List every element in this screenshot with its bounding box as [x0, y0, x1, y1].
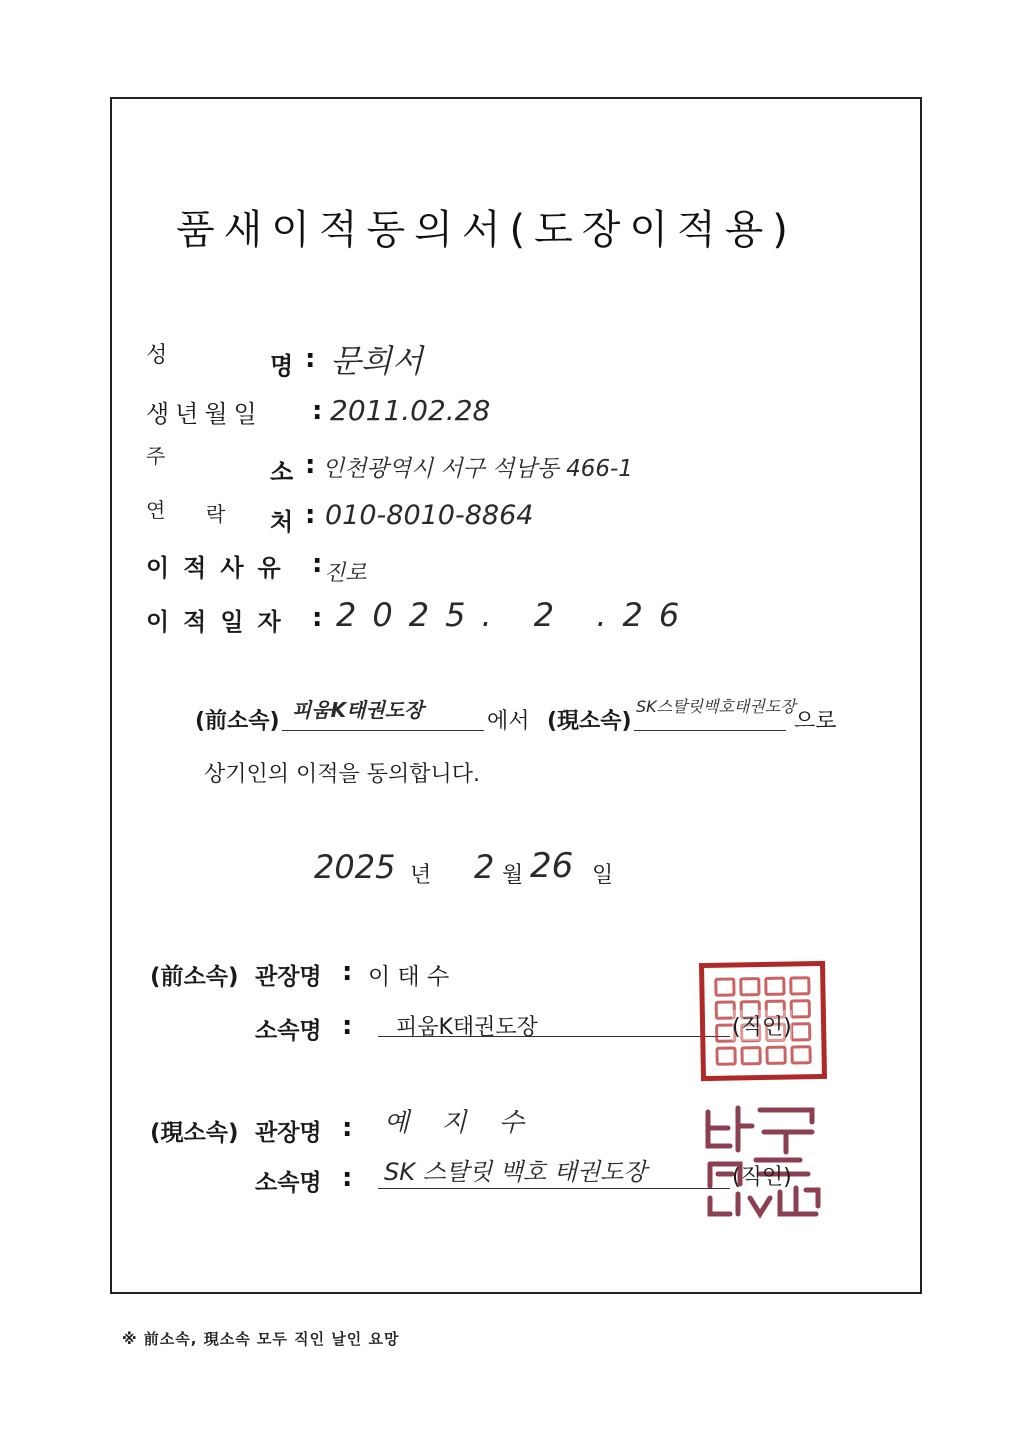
prev-affil-label: 소속명 — [255, 1018, 322, 1044]
name-label-second-char: 명 — [270, 352, 294, 380]
curr-affil-colon: : — [342, 1163, 353, 1193]
prev-affil-colon: : — [342, 1011, 353, 1041]
reason-value: 진로 — [324, 561, 367, 586]
signed-day-unit: 일 — [592, 863, 614, 888]
birth-label: 생년월일 — [146, 400, 263, 428]
consent-from-text: 에서 — [487, 709, 530, 734]
footnote: ※ 前소속, 現소속 모두 직인 날인 요망 — [122, 1330, 400, 1348]
signed-year: 2025 — [314, 848, 396, 886]
name-value: 문희서 — [330, 342, 423, 380]
signed-day: 26 — [530, 846, 574, 886]
consent-to-text: 으로 — [794, 709, 837, 734]
curr-director-colon: : — [342, 1113, 353, 1143]
name-label-first-char: 성 — [146, 343, 168, 368]
prev-director-label: 관장명 — [255, 964, 322, 990]
consent-prev-label: (前소속) — [195, 709, 280, 734]
contact-value: 010-8010-8864 — [325, 500, 534, 531]
curr-affil-label: 소속명 — [255, 1170, 322, 1196]
signed-month: 2 — [474, 848, 495, 886]
contact-label-char-1: 연 — [146, 498, 166, 522]
transfer-date-value: 2025. 2 .26 — [336, 596, 696, 634]
transfer-date-colon: : — [312, 603, 323, 633]
name-colon: : — [305, 344, 316, 374]
curr-director-value: 예 지 수 — [384, 1108, 536, 1138]
prev-director-colon: : — [342, 957, 353, 987]
birth-colon: : — [312, 396, 323, 426]
address-label-second-char: 소 — [270, 458, 294, 486]
prev-affil-value: 피움K태권도장 — [396, 1015, 538, 1040]
contact-label-char-3: 처 — [270, 508, 294, 536]
prev-section-tag: (前소속) — [150, 964, 239, 990]
consent-curr-value: SK스탈릿백호태권도장 — [636, 697, 796, 716]
address-label-first-char: 주 — [146, 444, 166, 468]
address-value: 인천광역시 서구 석남동 466-1 — [322, 456, 633, 482]
transfer-date-label: 이적일자 — [146, 608, 295, 636]
curr-seal-caption: (직인) — [732, 1165, 792, 1190]
document-title: 품새이적동의서(도장이적용) — [176, 207, 797, 253]
curr-director-label: 관장명 — [255, 1120, 322, 1146]
signed-month-unit: 월 — [502, 863, 524, 888]
prev-director-value: 이 태 수 — [368, 964, 450, 990]
address-colon: : — [305, 450, 316, 480]
reason-colon: : — [312, 549, 323, 579]
consent-sentence: 상기인의 이적을 동의합니다. — [204, 762, 481, 787]
contact-colon: : — [305, 500, 316, 530]
prev-seal-caption: (직인) — [732, 1010, 792, 1041]
birth-value: 2011.02.28 — [330, 394, 491, 427]
consent-curr-label: (現소속) — [547, 709, 632, 734]
curr-section-tag: (現소속) — [150, 1120, 239, 1146]
consent-prev-value: 피움K태권도장 — [292, 698, 424, 722]
curr-affil-value: SK 스탈릿 백호 태권도장 — [384, 1158, 647, 1186]
reason-label: 이적사유 — [146, 554, 295, 582]
signed-year-unit: 년 — [410, 863, 432, 888]
contact-label-char-2: 락 — [206, 502, 226, 526]
